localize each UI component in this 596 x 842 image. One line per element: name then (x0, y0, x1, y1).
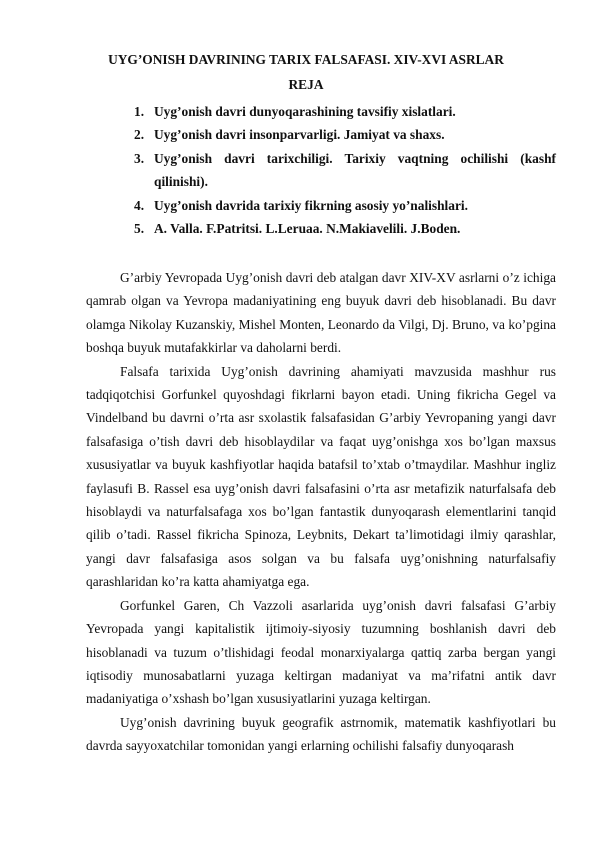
document-title: UYG’ONISH DAVRINING TARIX FALSAFASI. XIV-XVI ASRLAR (108, 52, 504, 67)
plan-heading: REJA (288, 77, 324, 92)
plan-item-text: Uyg’onish davri dunyoqarashining tavsifiy xislatlari. (154, 104, 456, 119)
plan-item (86, 194, 556, 217)
plan-item-number: 4. (134, 197, 145, 213)
plan-item-number: 5. (134, 221, 145, 237)
plan-item-text: Uyg’onish davrida tarixiy fikrning asosiy yo’nalishlari. (154, 197, 468, 213)
plan-item (86, 147, 556, 194)
paragraph: G’arbiy Yevropada Uyg’onish davri deb atalgan davr XIV-XV asrlarni o’z ichiga qamrab olgan va Yevropa madaniyatining eng buyuk davri deb hisoblanadi. Bu davr olamga Nikolay Kuzanskiy, Mishel Monten, Leonardo da Vilgi, Dj. Bruno, va ko’pgina boshqa buyuk mutafakkirlar va daholarni berdi. (86, 270, 556, 356)
body-text (86, 266, 556, 758)
paragraph: Gorfunkel Garen, Ch Vazzoli asarlarida uyg’onish davri falsafasi G’arbiy Yevropada yangi kapitalistik ijtimoiy-siyosiy tuzumning boshlanish davri deb hisoblanadi va tuzum o’tlishidagi feodal monarxiyalarga qattiq zarba bergan yangi iqtisodiy munosabatlarni yuzaga keltirgan madaniyat va ma’rifatni antik davr madaniyatiga o’xshash bo’lgan xususiyatlarini yuzaga keltirgan. (86, 597, 556, 707)
plan-item-text: A. Valla. F.Patritsi. L.Leruaa. N.Makiavelili. J.Boden. (154, 221, 461, 237)
plan-item (86, 100, 556, 123)
plan-item-number: 1. (134, 104, 145, 119)
paragraph: Falsafa tarixida Uyg’onish davrining ahamiyati mavzusida mashhur rus tadqiqotchisi Gorfunkel quyoshdagi fikrlarni bayon etadi. Uning fikricha Gegel va Vindelband bu davrni o’rta asr sxolastik falsafasidan G’arbiy Yevropaning yangi davr falsafasiga o’tish davri deb hisoblaydilar va faqat uyg’onishga xos bo’lgan maxsus xususiyatlar va buyuk kashfiyotlar haqida batafsil to’xtab o’tmaydilar. Mashhur ingliz faylasufi B. Rassel esa uyg’onish davri falsafasini o’rta asr metafizik naturfalsafa deb hisoblaydi va naturfalsafaga xos bo’lgan fantastik dunyoqarash elementlarini tanqid qilib o’tadi. Rassel fikricha Spinoza, Leybnits, Dekart ta’limotidagi ilmiy qarashlar, yangi davr falsafasiga asos solgan va bu falsafa uyg’onishning naturfalsafiy qarashlaridan ko’ra katta ahamiyatga ega. (86, 363, 556, 590)
plan-item-text: Uyg’onish davri insonparvarligi. Jamiyat va shaxs. (154, 127, 445, 143)
paragraph: Uyg’onish davrining buyuk geografik astrnomik, matematik kashfiyotlari bu davrda sayyoxatchilar tomonidan yangi erlarning ochilishi falsafiy dunyoqarash (86, 714, 556, 754)
plan-list (86, 100, 556, 240)
plan-item-text: Uyg’onish davri tarixchiligi. Tarixiy vaqtning ochilishi (kashf qilinishi). (154, 150, 556, 190)
plan-item-number: 2. (134, 127, 145, 143)
plan-item-number: 3. (134, 150, 145, 166)
plan-item (86, 217, 556, 240)
plan-item (86, 123, 556, 146)
